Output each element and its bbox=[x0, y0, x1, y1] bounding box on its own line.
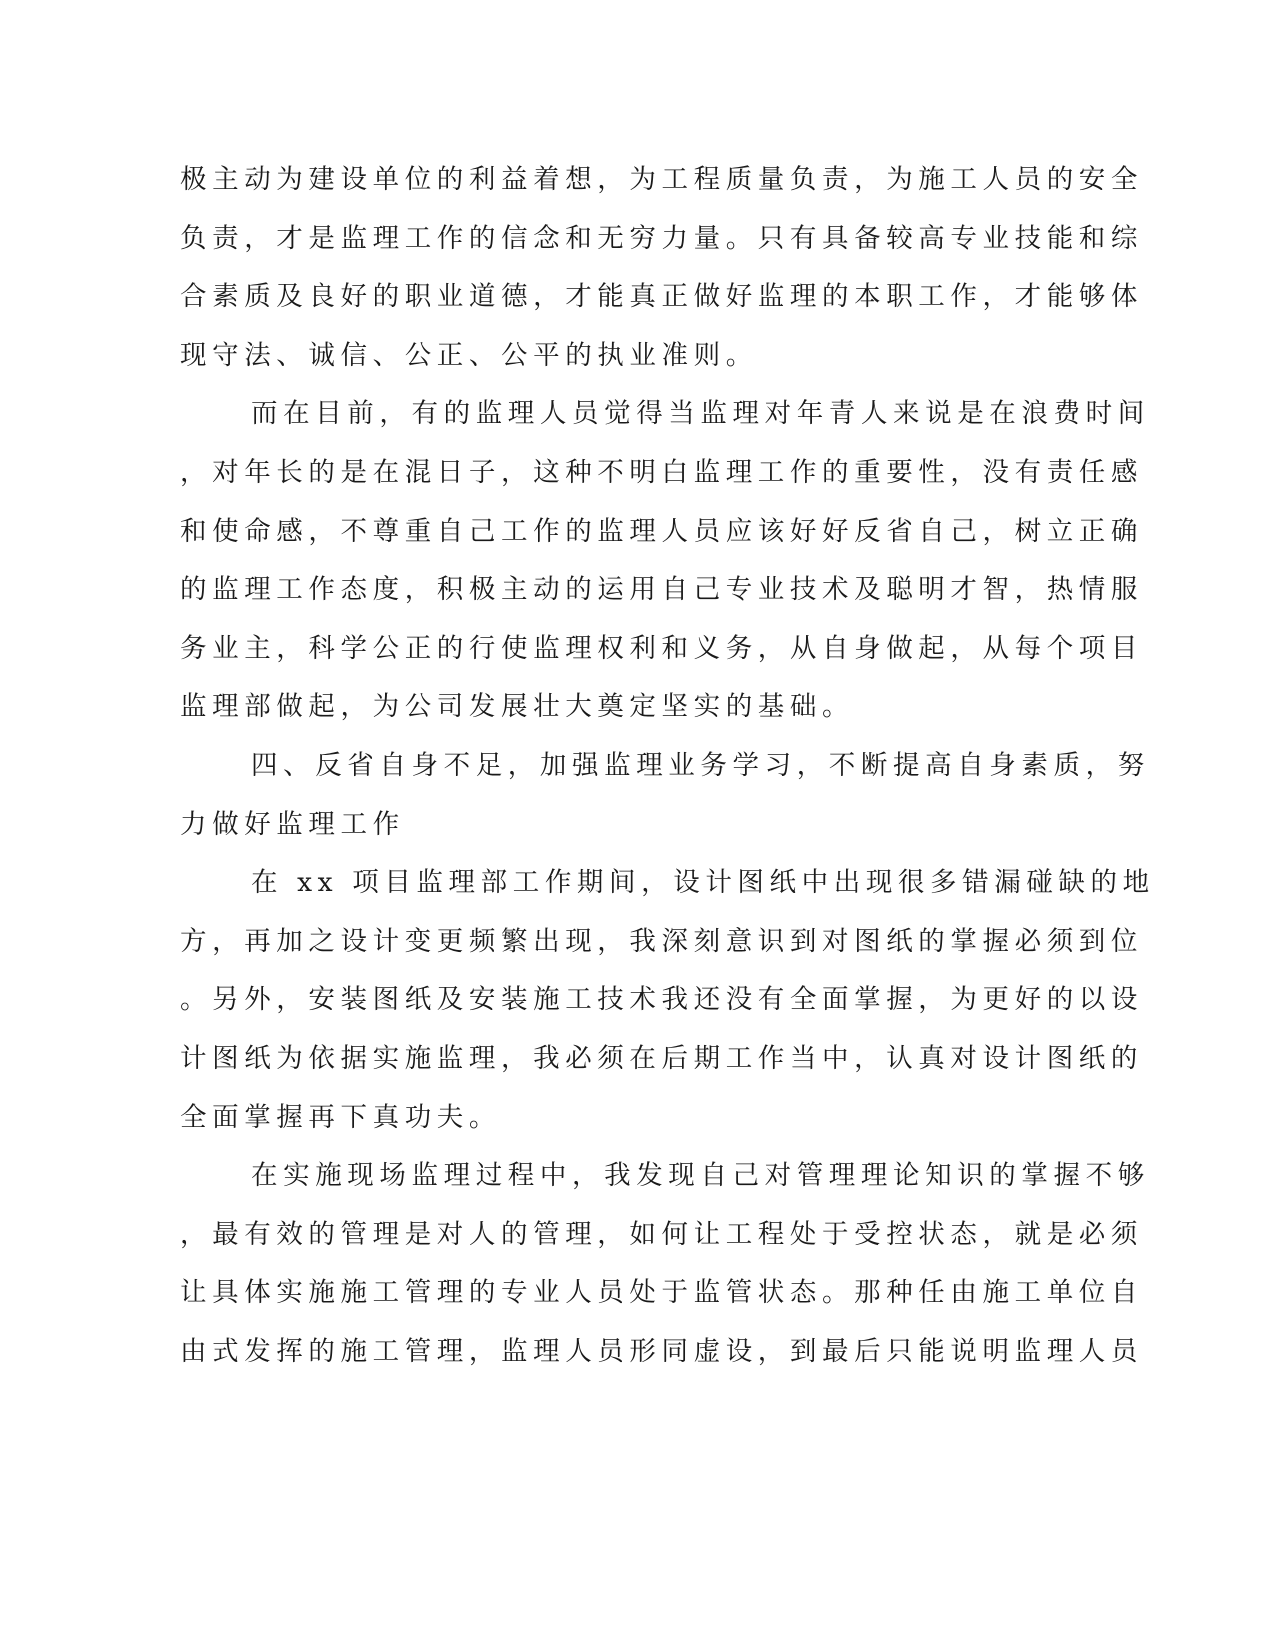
text-line: 全面掌握再下真功夫。 bbox=[180, 1101, 501, 1133]
paragraph-first-line: 在 xx 项目监理部工作期间，设计图纸中出现很多错漏碰缺的地 bbox=[251, 867, 1155, 899]
text-line: 极主动为建设单位的利益着想，为工程质量负责，为施工人员的安全 bbox=[180, 164, 1143, 195]
text-line: 方，再加之设计变更频繁出现，我深刻意识到对图纸的掌握必须到位 bbox=[180, 925, 1143, 957]
section-heading: 四、反省自身不足，加强监理业务学习，不断提高自身素质，努 bbox=[251, 749, 1150, 781]
text-line: 负责，才是监理工作的信念和无穷力量。只有具备较高专业技能和综 bbox=[180, 222, 1143, 254]
text-line: 的监理工作态度，积极主动的运用自己专业技术及聪明才智，热情服 bbox=[180, 574, 1143, 606]
text-line: 。另外，安装图纸及安装施工技术我还没有全面掌握，为更好的以设 bbox=[180, 984, 1143, 1016]
text-line: ，对年长的是在混日子，这种不明白监理工作的重要性，没有责任感 bbox=[180, 456, 1143, 488]
text-line: 和使命感，不尊重自己工作的监理人员应该好好反省自己，树立正确 bbox=[180, 515, 1143, 547]
text-line: ，最有效的管理是对人的管理，如何让工程处于受控状态，就是必须 bbox=[180, 1218, 1143, 1250]
text-line: 现守法、诚信、公正、公平的执业准则。 bbox=[180, 339, 758, 371]
paragraph-first-line: 而在目前，有的监理人员觉得当监理对年青人来说是在浪费时间 bbox=[251, 398, 1150, 430]
text-line: 务业主，科学公正的行使监理权利和义务，从自身做起，从每个项目 bbox=[180, 632, 1143, 664]
text-line: 合素质及良好的职业道德，才能真正做好监理的本职工作，才能够体 bbox=[180, 281, 1143, 313]
paragraph-first-line: 在实施现场监理过程中，我发现自己对管理理论知识的掌握不够 bbox=[251, 1160, 1150, 1192]
body-text bbox=[180, 151, 1155, 1381]
text-line: 计图纸为依据实施监理，我必须在后期工作当中，认真对设计图纸的 bbox=[180, 1042, 1143, 1074]
section-heading-continued: 力做好监理工作 bbox=[180, 808, 405, 840]
text-line: 由式发挥的施工管理，监理人员形同虚设，到最后只能说明监理人员 bbox=[180, 1335, 1143, 1367]
text-line: 让具体实施施工管理的专业人员处于监管状态。那种任由施工单位自 bbox=[180, 1277, 1143, 1309]
text-line: 监理部做起，为公司发展壮大奠定坚实的基础。 bbox=[180, 691, 855, 723]
